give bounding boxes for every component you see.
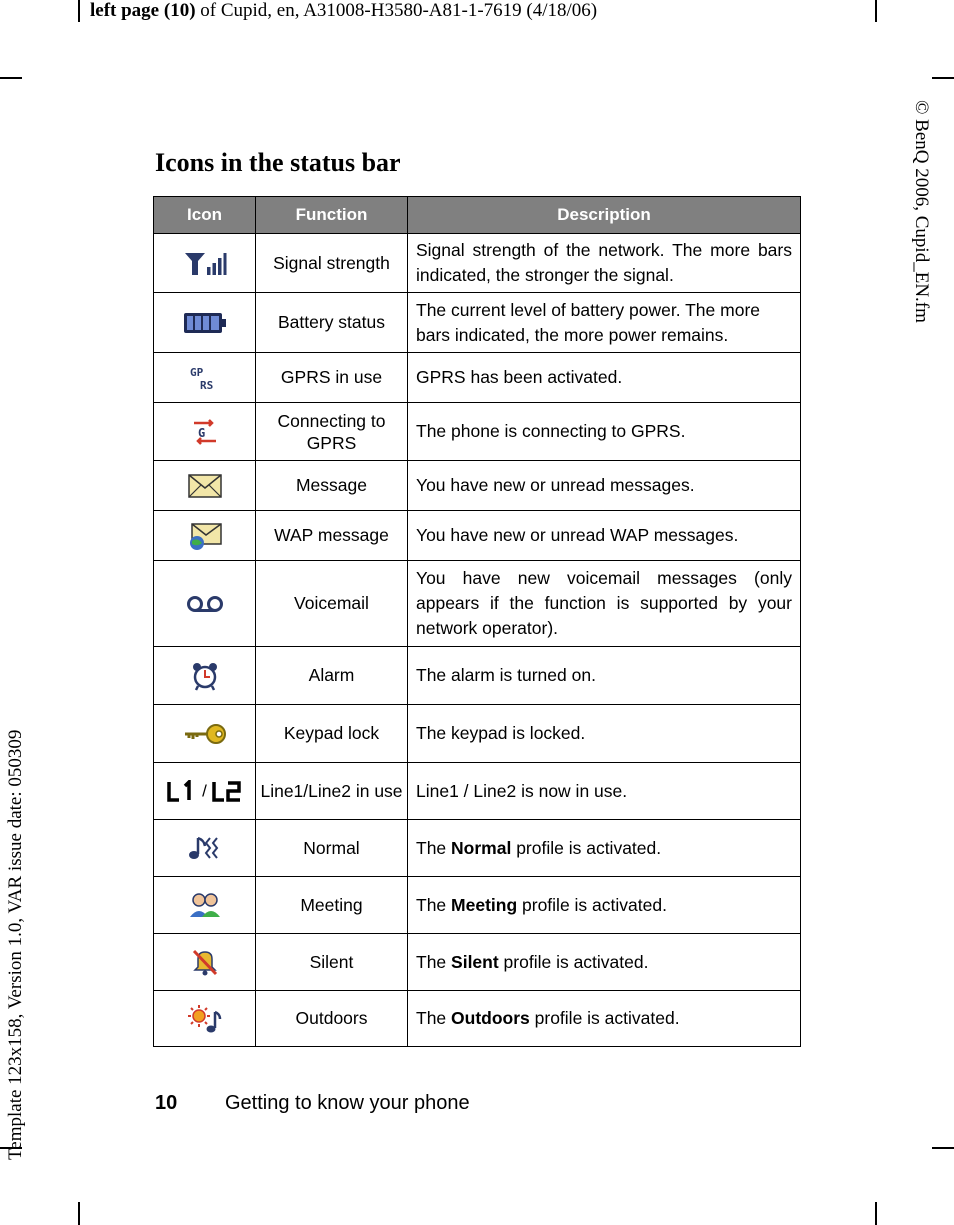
desc-text: profile is activated. xyxy=(511,837,662,858)
table-row xyxy=(154,934,801,991)
copyright-margin-text: © BenQ 2006, Cupid_EN.fm xyxy=(911,100,932,323)
function-cell: GPRS in use xyxy=(256,353,408,403)
desc-text: profile is activated. xyxy=(529,1008,680,1028)
gprs-connecting-icon xyxy=(190,417,220,447)
silent-profile-icon xyxy=(190,947,220,977)
desc-text: The xyxy=(416,837,452,858)
battery-icon xyxy=(183,311,227,335)
function-cell: Line1/Line2 in use xyxy=(256,763,408,820)
crop-mark xyxy=(875,1202,877,1225)
page-header xyxy=(90,0,597,22)
line-icon-separator: / xyxy=(202,781,207,801)
table-row xyxy=(154,647,801,705)
svg-text:RS: RS xyxy=(199,378,213,391)
desc-text: The xyxy=(416,1008,452,1028)
desc-text: profile is activated. xyxy=(498,951,649,972)
table-row xyxy=(154,403,801,461)
svg-text:GP: GP xyxy=(189,365,203,379)
meeting-profile-icon xyxy=(188,891,222,919)
description-cell: You have new or unread WAP messages. xyxy=(408,511,801,561)
description-cell: Line1 / Line2 is now in use. xyxy=(408,763,801,820)
table-row xyxy=(154,353,801,403)
description-cell xyxy=(408,820,801,877)
function-cell: Silent xyxy=(256,934,408,991)
table-row xyxy=(154,763,801,820)
column-header-function: Function xyxy=(256,197,408,234)
table-row xyxy=(154,991,801,1047)
crop-mark xyxy=(875,0,877,22)
function-cell: Normal xyxy=(256,820,408,877)
signal-strength-icon xyxy=(183,249,227,277)
normal-profile-icon xyxy=(188,834,222,862)
description-cell: GPRS has been activated. xyxy=(408,353,801,403)
profile-name: Outdoors xyxy=(451,1008,530,1028)
svg-text:G: G xyxy=(197,425,205,440)
page-label: left page xyxy=(90,0,160,21)
function-cell: Connecting to GPRS xyxy=(256,403,408,461)
voicemail-icon xyxy=(185,594,225,614)
table-row xyxy=(154,293,801,353)
description-cell: You have new voicemail messages (only appears if the function is supported by your network operator). xyxy=(408,561,801,647)
outdoors-profile-icon xyxy=(187,1004,223,1034)
description-cell: The current level of battery power. The more bars indicated, the more power remains. xyxy=(408,293,801,353)
line-1-icon xyxy=(167,780,197,802)
function-cell: Alarm xyxy=(256,647,408,705)
section-title: Icons in the status bar xyxy=(155,148,401,177)
crop-mark xyxy=(78,0,80,22)
table-header-row xyxy=(154,197,801,234)
status-icons-table xyxy=(153,196,801,1047)
desc-text: The xyxy=(416,951,452,972)
table-row xyxy=(154,561,801,647)
footer-chapter: Getting to know your phone xyxy=(225,1092,470,1114)
table-row xyxy=(154,511,801,561)
page-footer xyxy=(155,1092,470,1115)
function-cell: Meeting xyxy=(256,877,408,934)
description-cell xyxy=(408,991,801,1047)
column-header-description: Description xyxy=(408,197,801,234)
table-row xyxy=(154,820,801,877)
table-row xyxy=(154,877,801,934)
crop-mark xyxy=(932,1147,954,1149)
desc-text: The xyxy=(416,894,452,915)
gprs-icon xyxy=(189,365,221,391)
table-row xyxy=(154,234,801,293)
line-2-icon xyxy=(212,780,242,802)
description-cell: The keypad is locked. xyxy=(408,705,801,763)
table-row xyxy=(154,461,801,511)
doc-info: of Cupid, en, A31008-H3580-A81-1-7619 (4/18/06) xyxy=(200,0,598,21)
envelope-icon xyxy=(188,473,222,499)
function-cell: Message xyxy=(256,461,408,511)
description-cell: The phone is connecting to GPRS. xyxy=(408,403,801,461)
description-cell: The alarm is turned on. xyxy=(408,647,801,705)
function-cell: Keypad lock xyxy=(256,705,408,763)
footer-page-number: 10 xyxy=(155,1092,178,1114)
crop-mark xyxy=(0,77,22,79)
profile-name: Normal xyxy=(451,837,512,858)
key-icon xyxy=(183,723,227,745)
desc-text: profile is activated. xyxy=(517,894,667,915)
description-cell: You have new or unread messages. xyxy=(408,461,801,511)
description-cell xyxy=(408,877,801,934)
page-number-ref: (10) xyxy=(163,0,196,21)
table-row xyxy=(154,705,801,763)
function-cell: Battery status xyxy=(256,293,408,353)
template-margin-text: Template 123x158, Version 1.0, VAR issue date: 050309 xyxy=(5,729,26,1160)
profile-name: Meeting xyxy=(451,894,518,915)
function-cell: Voicemail xyxy=(256,561,408,647)
function-cell: WAP message xyxy=(256,511,408,561)
crop-mark xyxy=(932,77,954,79)
wap-message-icon xyxy=(188,522,222,550)
function-cell: Outdoors xyxy=(256,991,408,1047)
description-cell: Signal strength of the network. The more bars indicated, the stronger the signal. xyxy=(408,234,801,293)
column-header-icon: Icon xyxy=(154,197,256,234)
alarm-clock-icon xyxy=(190,661,220,691)
description-cell xyxy=(408,934,801,991)
profile-name: Silent xyxy=(451,951,499,972)
function-cell: Signal strength xyxy=(256,234,408,293)
crop-mark xyxy=(78,1202,80,1225)
